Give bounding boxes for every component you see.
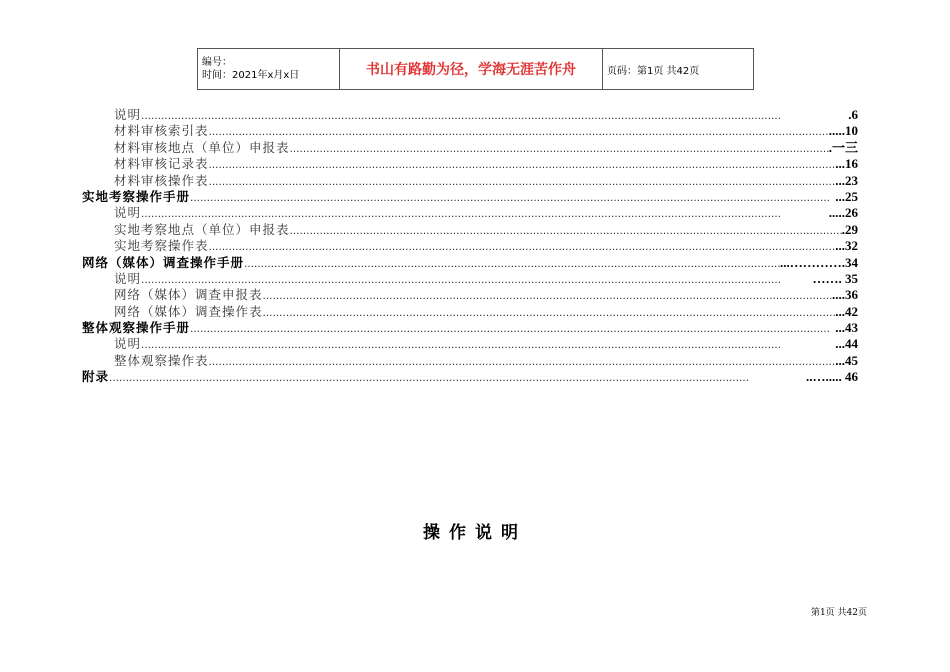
toc-entry-page: .....26 bbox=[828, 205, 858, 221]
toc-entry-title: 材料审核操作表 bbox=[114, 172, 209, 188]
toc-entry-title: 说明 bbox=[114, 205, 142, 221]
header-meta-cell bbox=[198, 49, 340, 90]
header-motto: 书山有路勤为径，学海无涯苦作舟 bbox=[340, 49, 603, 90]
toc-dot-leader bbox=[209, 125, 829, 141]
toc-entry[interactable] bbox=[82, 189, 858, 205]
toc-entry-page: .6 bbox=[848, 107, 858, 122]
toc-entry-title: 材料审核索引表 bbox=[114, 123, 209, 139]
toc-dot-leader bbox=[290, 224, 842, 240]
toc-entry[interactable] bbox=[82, 369, 858, 385]
toc-entry-title: 说明 bbox=[114, 270, 142, 286]
toc-entry-page: ...32 bbox=[835, 238, 858, 254]
toc-entry-page: ...45 bbox=[835, 352, 858, 368]
toc-dot-leader bbox=[244, 257, 780, 273]
toc-entry[interactable] bbox=[82, 353, 858, 369]
toc-entry-title: 实地考察操作手册 bbox=[82, 188, 191, 204]
toc-entry-title: 材料审核地点（单位）申报表 bbox=[114, 139, 290, 155]
toc-dot-leader bbox=[263, 289, 832, 305]
toc-entry-title: 附录 bbox=[82, 369, 110, 385]
section-title: 操作说明 bbox=[423, 523, 527, 543]
toc-dot-leader bbox=[190, 191, 835, 207]
table-of-contents bbox=[82, 107, 858, 386]
header-page-code: 页码：第1页 共42页 bbox=[603, 49, 754, 90]
toc-entry[interactable] bbox=[82, 107, 858, 123]
toc-entry-page: ...42 bbox=[835, 303, 858, 319]
toc-entry-page: .一三 bbox=[828, 139, 858, 155]
toc-dot-leader bbox=[141, 109, 848, 125]
toc-entry[interactable] bbox=[82, 156, 858, 172]
toc-entry-title: 实地考察操作表 bbox=[114, 238, 209, 254]
toc-dot-leader bbox=[209, 158, 836, 174]
toc-entry-title: 网络（媒体）调查申报表 bbox=[114, 287, 263, 303]
toc-entry[interactable] bbox=[82, 287, 858, 303]
toc-entry[interactable] bbox=[82, 336, 858, 352]
toc-entry[interactable] bbox=[82, 304, 858, 320]
toc-entry-title: 说明 bbox=[114, 107, 142, 122]
toc-entry-page: ...16 bbox=[835, 156, 858, 172]
toc-dot-leader bbox=[141, 338, 835, 354]
toc-entry-title: 整体观察操作表 bbox=[114, 352, 209, 368]
toc-entry-page: ……. 35 bbox=[812, 270, 858, 286]
toc-entry[interactable] bbox=[82, 205, 858, 221]
number-label: 编号： bbox=[202, 57, 232, 68]
toc-entry[interactable] bbox=[82, 123, 858, 139]
time-label: 时间：2021年x月x日 bbox=[202, 70, 300, 81]
toc-dot-leader bbox=[109, 371, 806, 387]
toc-entry-title: 网络（媒体）调查操作手册 bbox=[82, 254, 245, 270]
toc-entry[interactable] bbox=[82, 255, 858, 271]
toc-entry[interactable] bbox=[82, 140, 858, 156]
toc-entry[interactable] bbox=[82, 222, 858, 238]
toc-entry[interactable] bbox=[82, 320, 858, 336]
toc-entry-title: 材料审核记录表 bbox=[114, 156, 209, 172]
toc-entry-page: ....36 bbox=[832, 287, 858, 303]
toc-entry-page: ...44 bbox=[835, 336, 858, 352]
toc-entry[interactable] bbox=[82, 271, 858, 287]
toc-entry-title: 网络（媒体）调查操作表 bbox=[114, 303, 263, 319]
toc-entry-page: .....10 bbox=[828, 123, 858, 139]
toc-entry[interactable] bbox=[82, 238, 858, 254]
page-header bbox=[197, 48, 754, 90]
toc-dot-leader bbox=[209, 240, 836, 256]
toc-entry-page: ..…..... 46 bbox=[806, 369, 858, 385]
toc-entry-title: 实地考察地点（单位）申报表 bbox=[114, 221, 290, 237]
toc-dot-leader bbox=[263, 306, 836, 322]
toc-dot-leader bbox=[209, 355, 836, 371]
toc-entry-page: ...25 bbox=[835, 188, 858, 204]
toc-entry-title: 说明 bbox=[114, 336, 142, 352]
page-footer: 第1页 共42页 bbox=[810, 608, 867, 618]
toc-entry-title: 整体观察操作手册 bbox=[82, 320, 191, 336]
toc-entry-page: ...43 bbox=[835, 320, 858, 336]
toc-entry[interactable] bbox=[82, 173, 858, 189]
toc-dot-leader bbox=[290, 142, 829, 158]
toc-dot-leader bbox=[209, 175, 836, 191]
toc-entry-page: ...………….34 bbox=[780, 254, 858, 270]
toc-entry-page: ...23 bbox=[835, 172, 858, 188]
toc-dot-leader bbox=[190, 322, 835, 338]
toc-entry-page: .29 bbox=[841, 221, 858, 237]
